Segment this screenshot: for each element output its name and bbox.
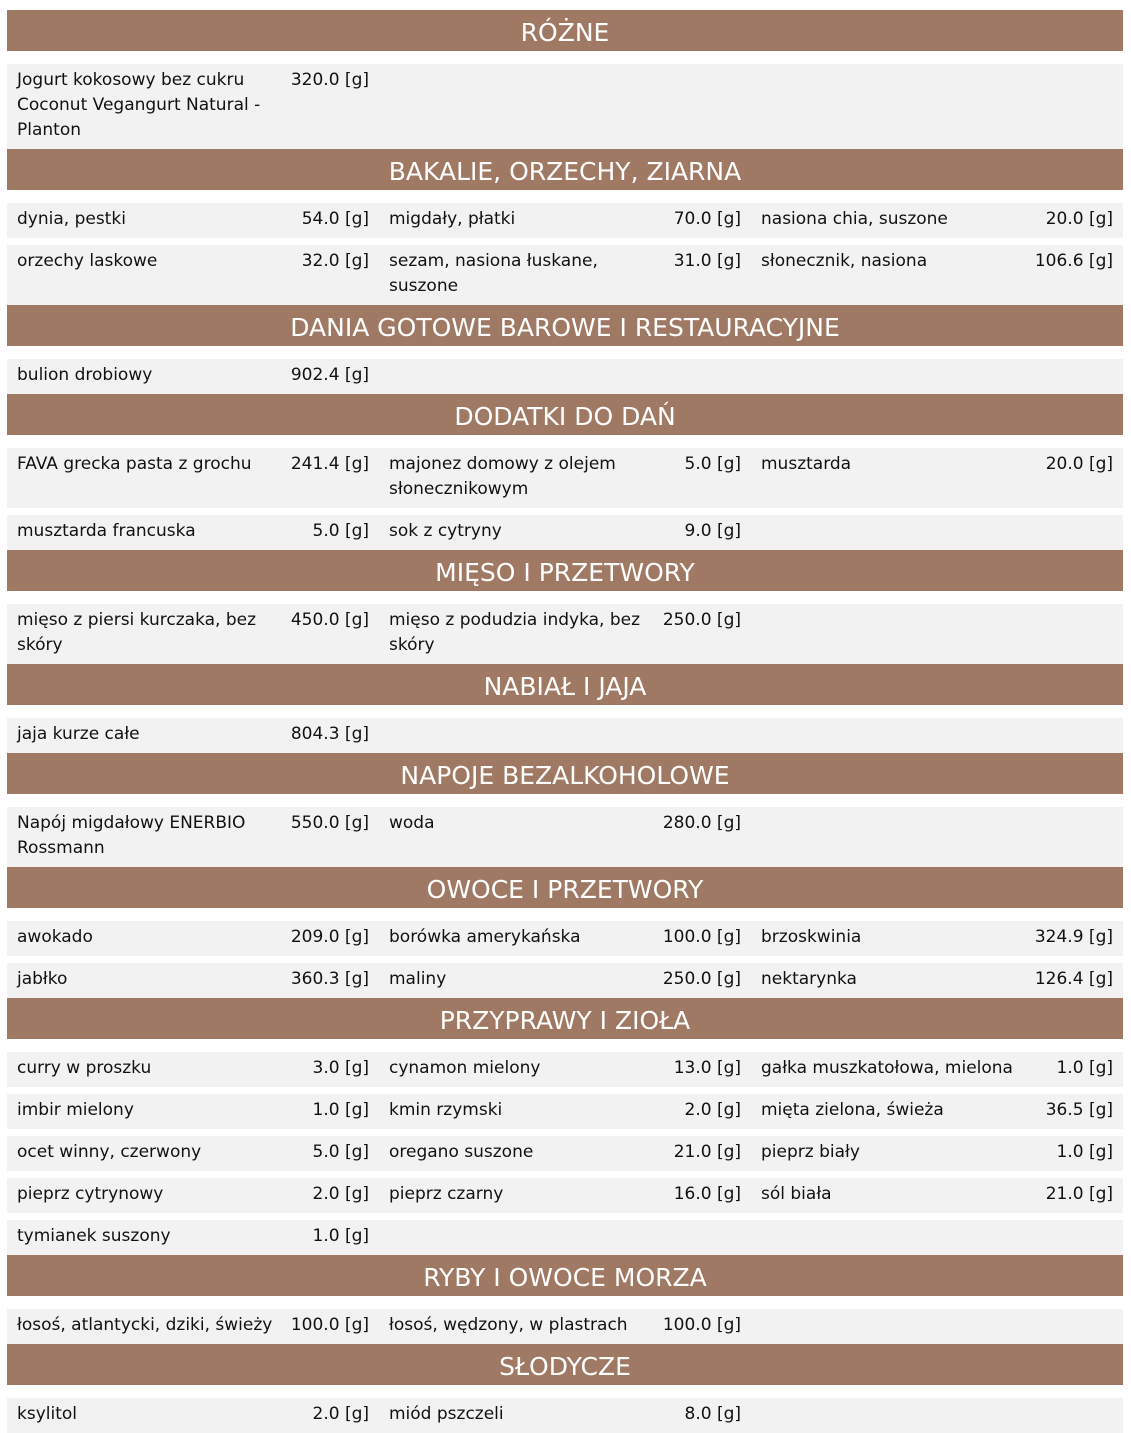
item-name: mięso z podudzia indyka, bez skóry [389, 610, 641, 655]
item-quantity: 5.0 [g] [684, 454, 741, 474]
item-row [7, 718, 1123, 753]
item-quantity: 320.0 [g] [290, 70, 369, 90]
item-cell [7, 1182, 379, 1207]
item-cell [379, 1056, 751, 1081]
item-cell [7, 967, 379, 992]
item-cell [379, 207, 751, 232]
item-name: cynamon mielony [389, 1058, 541, 1078]
item-quantity: 31.0 [g] [673, 251, 741, 271]
item-name: borówka amerykańska [389, 927, 581, 947]
section-gap [7, 190, 1123, 203]
item-name: łosoś, wędzony, w plastrach [389, 1315, 628, 1335]
item-cell [751, 207, 1123, 232]
item-name: orzechy laskowe [17, 251, 158, 271]
item-quantity: 902.4 [g] [290, 365, 369, 385]
item-name: awokado [17, 927, 93, 947]
item-cell [751, 722, 1123, 747]
item-cell [751, 925, 1123, 950]
item-name: Napój migdałowy ENERBIO Rossmann [17, 813, 246, 858]
item-cell [751, 1402, 1123, 1427]
item-name: musztarda [761, 454, 852, 474]
item-name: jabłko [17, 969, 68, 989]
item-name: maliny [389, 969, 447, 989]
item-row [7, 1398, 1123, 1433]
item-cell [751, 1098, 1123, 1123]
item-quantity: 2.0 [g] [312, 1404, 369, 1424]
item-cell [751, 519, 1123, 544]
item-name: tymianek suszony [17, 1226, 171, 1246]
item-quantity: 1.0 [g] [1056, 1142, 1113, 1162]
section-gap [7, 908, 1123, 921]
item-quantity: 13.0 [g] [673, 1058, 741, 1078]
item-cell [379, 1140, 751, 1165]
item-row [7, 1052, 1123, 1094]
item-cell [751, 1140, 1123, 1165]
item-quantity: 16.0 [g] [673, 1184, 741, 1204]
item-cell [7, 722, 379, 747]
item-cell [379, 1402, 751, 1427]
item-quantity: 2.0 [g] [312, 1184, 369, 1204]
item-row [7, 245, 1123, 305]
item-row [7, 1178, 1123, 1220]
item-quantity: 5.0 [g] [312, 1142, 369, 1162]
item-quantity: 280.0 [g] [662, 813, 741, 833]
item-name: pieprz biały [761, 1142, 860, 1162]
item-row [7, 64, 1123, 149]
item-name: pieprz czarny [389, 1184, 504, 1204]
item-cell [7, 68, 379, 143]
section-gap [7, 1039, 1123, 1052]
item-name: pieprz cytrynowy [17, 1184, 164, 1204]
item-cell [751, 608, 1123, 658]
item-quantity: 360.3 [g] [290, 969, 369, 989]
item-name: jaja kurze całe [17, 724, 140, 744]
item-cell [379, 68, 751, 143]
item-cell [379, 608, 751, 658]
item-cell [7, 452, 379, 502]
item-quantity: 450.0 [g] [290, 610, 369, 630]
item-quantity: 70.0 [g] [673, 209, 741, 229]
item-cell [751, 1182, 1123, 1207]
item-name: mięso z piersi kurczaka, bez skóry [17, 610, 257, 655]
section-header: RYBY I OWOCE MORZA [7, 1255, 1123, 1296]
section-header: NAPOJE BEZALKOHOLOWE [7, 753, 1123, 794]
item-name: woda [389, 813, 435, 833]
item-quantity: 21.0 [g] [673, 1142, 741, 1162]
item-cell [751, 1224, 1123, 1249]
item-cell [379, 363, 751, 388]
item-cell [379, 249, 751, 299]
section-header: PRZYPRAWY I ZIOŁA [7, 998, 1123, 1039]
item-cell [7, 1098, 379, 1123]
item-cell [379, 1313, 751, 1338]
item-cell [379, 967, 751, 992]
item-cell [379, 722, 751, 747]
section-gap [7, 705, 1123, 718]
section-header: DODATKI DO DAŃ [7, 394, 1123, 435]
item-cell [379, 452, 751, 502]
item-cell [7, 925, 379, 950]
item-row [7, 921, 1123, 963]
item-cell [751, 452, 1123, 502]
item-cell [7, 1224, 379, 1249]
item-cell [379, 811, 751, 861]
item-quantity: 241.4 [g] [290, 454, 369, 474]
item-quantity: 21.0 [g] [1045, 1184, 1113, 1204]
item-cell [7, 1140, 379, 1165]
item-name: mięta zielona, świeża [761, 1100, 944, 1120]
item-row [7, 203, 1123, 245]
item-quantity: 100.0 [g] [290, 1315, 369, 1335]
section-header: NABIAŁ I JAJA [7, 664, 1123, 705]
item-name: miód pszczeli [389, 1404, 504, 1424]
item-quantity: 54.0 [g] [301, 209, 369, 229]
item-name: łosoś, atlantycki, dziki, świeży [17, 1315, 273, 1335]
item-quantity: 20.0 [g] [1045, 209, 1113, 229]
item-cell [751, 811, 1123, 861]
item-name: imbir mielony [17, 1100, 134, 1120]
item-quantity: 250.0 [g] [662, 610, 741, 630]
item-name: curry w proszku [17, 1058, 152, 1078]
section-header: MIĘSO I PRZETWORY [7, 550, 1123, 591]
item-name: nasiona chia, suszone [761, 209, 948, 229]
item-row [7, 1136, 1123, 1178]
item-name: ksylitol [17, 1404, 77, 1424]
item-cell [7, 249, 379, 299]
item-quantity: 126.4 [g] [1034, 969, 1113, 989]
item-quantity: 1.0 [g] [312, 1226, 369, 1246]
item-quantity: 20.0 [g] [1045, 454, 1113, 474]
item-cell [751, 363, 1123, 388]
item-row [7, 448, 1123, 515]
item-row [7, 515, 1123, 550]
item-row [7, 1309, 1123, 1344]
item-quantity: 804.3 [g] [290, 724, 369, 744]
section-gap [7, 435, 1123, 448]
section-header: RÓŻNE [7, 10, 1123, 51]
item-cell [7, 608, 379, 658]
item-quantity: 1.0 [g] [1056, 1058, 1113, 1078]
item-quantity: 106.6 [g] [1034, 251, 1113, 271]
section-gap [7, 1296, 1123, 1309]
item-cell [7, 363, 379, 388]
item-name: dynia, pestki [17, 209, 126, 229]
item-quantity: 550.0 [g] [290, 813, 369, 833]
section-header: OWOCE I PRZETWORY [7, 867, 1123, 908]
item-quantity: 209.0 [g] [290, 927, 369, 947]
item-name: brzoskwinia [761, 927, 862, 947]
section-gap [7, 1385, 1123, 1398]
item-row [7, 963, 1123, 998]
item-cell [7, 1056, 379, 1081]
item-cell [7, 1402, 379, 1427]
item-name: sezam, nasiona łuskane, suszone [389, 251, 598, 296]
item-quantity: 3.0 [g] [312, 1058, 369, 1078]
item-quantity: 250.0 [g] [662, 969, 741, 989]
item-quantity: 2.0 [g] [684, 1100, 741, 1120]
item-name: migdały, płatki [389, 209, 516, 229]
item-cell [379, 1182, 751, 1207]
item-name: nektarynka [761, 969, 857, 989]
item-quantity: 100.0 [g] [662, 1315, 741, 1335]
section-header: DANIA GOTOWE BAROWE I RESTAURACYJNE [7, 305, 1123, 346]
item-cell [751, 967, 1123, 992]
item-cell [379, 519, 751, 544]
item-quantity: 5.0 [g] [312, 521, 369, 541]
item-quantity: 1.0 [g] [312, 1100, 369, 1120]
section-gap [7, 51, 1123, 64]
item-name: Jogurt kokosowy bez cukru Coconut Vegangurt Natural - Planton [17, 70, 261, 140]
item-cell [751, 1313, 1123, 1338]
item-cell [7, 811, 379, 861]
item-name: słonecznik, nasiona [761, 251, 928, 271]
item-name: FAVA grecka pasta z grochu [17, 454, 252, 474]
item-cell [7, 207, 379, 232]
section-gap [7, 346, 1123, 359]
item-quantity: 9.0 [g] [684, 521, 741, 541]
item-name: bulion drobiowy [17, 365, 153, 385]
item-name: kmin rzymski [389, 1100, 503, 1120]
item-cell [7, 519, 379, 544]
section-header: BAKALIE, ORZECHY, ZIARNA [7, 149, 1123, 190]
section-header: SŁODYCZE [7, 1344, 1123, 1385]
item-cell [7, 1313, 379, 1338]
item-name: majonez domowy z olejem słonecznikowym [389, 454, 616, 499]
item-name: musztarda francuska [17, 521, 196, 541]
item-cell [751, 1056, 1123, 1081]
item-cell [379, 1098, 751, 1123]
item-name: ocet winny, czerwony [17, 1142, 202, 1162]
section-gap [7, 591, 1123, 604]
item-cell [379, 1224, 751, 1249]
item-name: oregano suszone [389, 1142, 534, 1162]
item-row [7, 807, 1123, 867]
item-row [7, 604, 1123, 664]
item-cell [751, 68, 1123, 143]
item-quantity: 32.0 [g] [301, 251, 369, 271]
item-quantity: 324.9 [g] [1034, 927, 1113, 947]
item-name: sól biała [761, 1184, 832, 1204]
item-name: gałka muszkatołowa, mielona [761, 1058, 1013, 1078]
item-quantity: 8.0 [g] [684, 1404, 741, 1424]
section-gap [7, 794, 1123, 807]
item-quantity: 36.5 [g] [1045, 1100, 1113, 1120]
item-cell [379, 925, 751, 950]
item-row [7, 1220, 1123, 1255]
item-cell [751, 249, 1123, 299]
item-row [7, 359, 1123, 394]
item-name: sok z cytryny [389, 521, 502, 541]
item-quantity: 100.0 [g] [662, 927, 741, 947]
item-row [7, 1094, 1123, 1136]
